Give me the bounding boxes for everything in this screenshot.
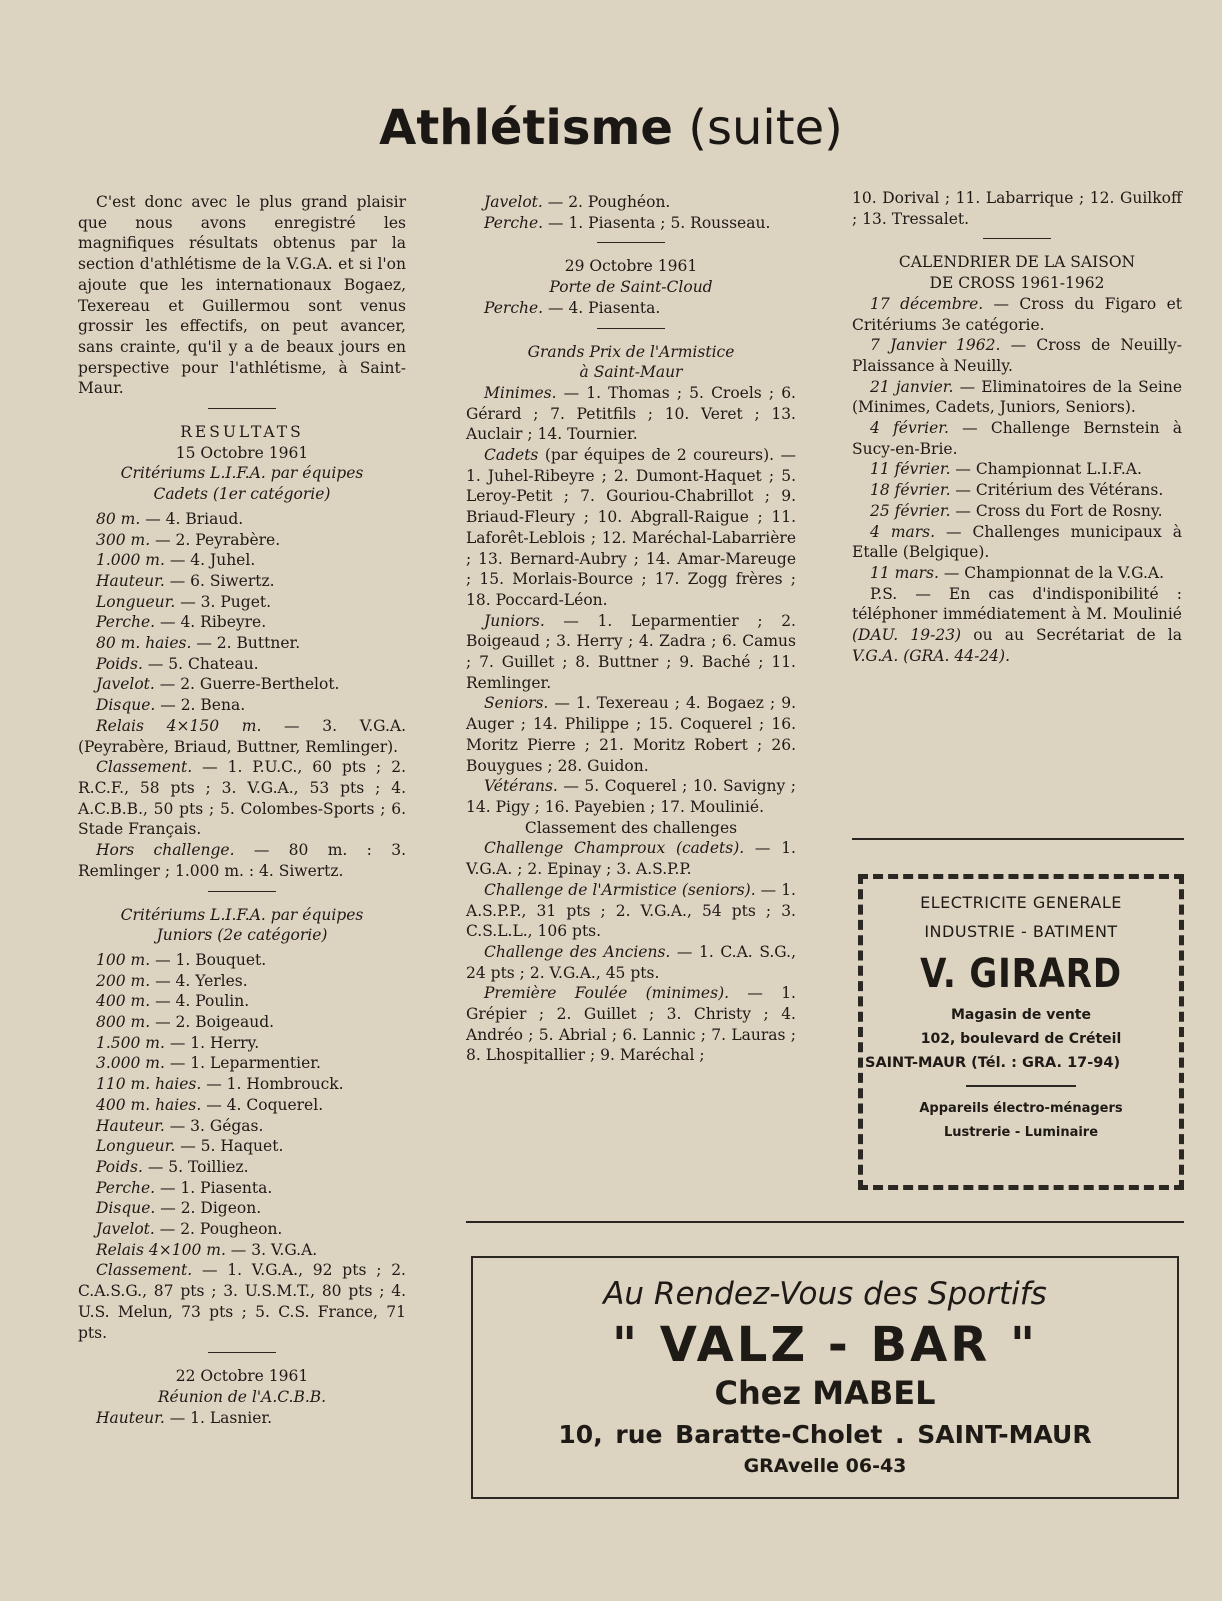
advert-valz-name: " VALZ - BAR " (612, 1317, 1038, 1373)
calendar-heading-2: DE CROSS 1961-1962 (929, 274, 1105, 293)
page-title (0, 100, 1222, 156)
result-line: Hauteur. — 1. Lasnier. (96, 1408, 273, 1427)
advert-valz-bar (471, 1256, 1179, 1499)
criteriums-heading-cadets: Critériums L.I.F.A. par équipes (120, 464, 364, 483)
result-line: Challenge Champroux (cadets). — 1. V.G.A. ; 2. Epinay ; 3. A.S.P.P. (466, 839, 796, 879)
section-divider (983, 238, 1051, 239)
result-line: Première Foulée (minimes). — 1. Grépier ; 2. Guillet ; 3. Christy ; 4. Andréo ; 5. Abrial ; 6. Lannic ; 7. Lauras ; 8. Lhospitallier ; 9. Maréchal ; (466, 984, 796, 1065)
result-line: 400 m. — 4. Poulin. (96, 992, 250, 1011)
advert-girard-address: 102, boulevard de Créteil (920, 1031, 1122, 1047)
result-line: Relais 4×150 m. — 3. V.G.A. (Peyrabère, Briaud, Buttner, Remlinger). (78, 716, 406, 756)
lieu-saint-cloud: Porte de Saint-Cloud (549, 278, 713, 297)
result-line: Challenge des Anciens. — 1. C.A. S.G., 24 pts ; 2. V.G.A., 45 pts. (466, 942, 796, 982)
advert-girard-phone: SAINT-MAUR (Tél. : GRA. 17-94) (865, 1055, 1121, 1071)
intro-paragraph: C'est donc avec le plus grand plaisir que nous avons enregistré les magnifiques résultats obtenus par la section d'athlétisme de la V.G.A. et si l'on ajoute que les internationaux Bogaez, Texereau et Guillermou sont venus grossir les effectifs, on peut avancer, sans crainte, qu'il y a de beaux jours en perspective pour l'athlétisme, à Saint-Maur. (78, 193, 406, 398)
result-line: Classement. — 1. V.G.A., 92 pts ; 2. C.A.S.G., 87 pts ; 3. U.S.M.T., 80 pts ; 4. U.S. Melun, 73 pts ; 5. C.S. France, 71 pts. (78, 1261, 406, 1342)
advert-girard-line7: Lustrerie - Luminaire (943, 1125, 1099, 1140)
advert-girard (858, 874, 1184, 1190)
result-line: 3.000 m. — 1. Leparmentier. (96, 1054, 321, 1073)
cadets-results (78, 509, 406, 882)
calendar-item: 21 janvier. — Eliminatoires de la Seine (Minimes, Cadets, Juniors, Seniors). (852, 377, 1182, 417)
result-line: 80 m. — 4. Briaud. (96, 509, 244, 528)
result-line: Hauteur. — 3. Gégas. (96, 1116, 264, 1135)
advert-girard-line2: INDUSTRIE - BATIMENT (924, 922, 1118, 941)
advert-girard-separator (966, 1085, 1076, 1087)
result-line: Hors challenge. — 80 m. : 3. Remlinger ; 1.000 m. : 4. Siwertz. (78, 841, 406, 880)
result-line: Classement. — 1. P.U.C., 60 pts ; 2. R.C.F., 58 pts ; 3. V.G.A., 53 pts ; 4. A.C.B.B., 50 pts ; 5. Colombes-Sports ; 6. Stade Français. (78, 758, 406, 839)
calendar-heading-1: CALENDRIER DE LA SAISON (898, 253, 1136, 272)
grand-prix-heading: Grands Prix de l'Armistice (527, 342, 735, 361)
date-15-octobre: 15 Octobre 1961 (175, 443, 309, 462)
column-1 (78, 192, 406, 1428)
advert-valz-phone: GRAvelle 06-43 (743, 1455, 907, 1477)
result-line: 300 m. — 2. Peyrabère. (96, 530, 281, 549)
criteriums-heading-juniors: Critériums L.I.F.A. par équipes (120, 905, 364, 924)
result-line: 200 m. — 4. Yerles. (96, 971, 248, 990)
result-line: Juniors. — 1. Leparmentier ; 2. Boigeaud ; 3. Herry ; 4. Zadra ; 6. Camus ; 7. Guillet ; 8. Buttner ; 9. Baché ; 11. Remlinger. (466, 611, 796, 692)
title-main: Athlétisme (379, 100, 673, 156)
juniors-results (78, 950, 406, 1343)
calendar-list (852, 294, 1182, 584)
result-line: Javelot. — 2. Guerre-Berthelot. (96, 675, 340, 694)
calendar-item: 11 février. — Championnat L.I.F.A. (870, 460, 1142, 479)
advert-girard-name: V. GIRARD (920, 951, 1122, 997)
result-line: 80 m. haies. — 2. Buttner. (96, 634, 301, 653)
result-line: Cadets (par équipes de 2 coureurs). — 1. Juhel-Ribeyre ; 2. Dumont-Haquet ; 5. Leroy-Petit ; 7. Gouriou-Chabrillot ; 9. Briaud-Fleury ; 10. Abgrall-Raigue ; 11. Laforêt-Leblois ; 12. Maréchal-Labarrière ; 13. Bernard-Aubry ; 14. Amar-Mareuge ; 15. Morlais-Bource ; 17. Zogg frères ; 18. Poccard-Léon. (466, 446, 796, 609)
column-3-rule (852, 838, 1184, 840)
result-line: Minimes. — 1. Thomas ; 5. Croels ; 6. Gérard ; 7. Petitfils ; 10. Veret ; 13. Auclair ; 14. Tournier. (466, 383, 796, 444)
title-sub: (suite) (688, 100, 843, 156)
result-line: 400 m. haies. — 4. Coquerel. (96, 1095, 324, 1114)
classement-challenges-heading: Classement des challenges (524, 818, 738, 837)
challenges-results (466, 838, 796, 1066)
advert-valz-owner: Chez MABEL (714, 1374, 936, 1412)
advert-girard-line6: Appareils électro-ménagers (919, 1101, 1123, 1116)
calendar-item: 11 mars. — Championnat de la V.G.A. (870, 563, 1165, 582)
section-divider (208, 408, 276, 409)
column-3 (852, 188, 1182, 666)
result-line: Hauteur. — 6. Siwertz. (96, 571, 275, 590)
result-line: Javelot. — 2. Pougheon. (96, 1220, 283, 1239)
resultats-heading: RESULTATS (180, 423, 304, 442)
result-line: Perche. — 4. Piasenta. (484, 298, 661, 317)
result-line: Seniors. — 1. Texereau ; 4. Bogaez ; 9. Auger ; 14. Philippe ; 15. Coquerel ; 16. Moritz Pierre ; 21. Moritz Robert ; 26. Bouygues ; 28. Guidon. (466, 694, 796, 775)
column-2 (466, 192, 796, 1066)
result-line: 1.500 m. — 1. Herry. (96, 1033, 260, 1052)
result-line: Disque. — 2. Digeon. (96, 1199, 262, 1218)
result-line: 800 m. — 2. Boigeaud. (96, 1013, 275, 1032)
result-line: Vétérans. — 5. Coquerel ; 10. Savigny ; 14. Pigy ; 16. Payebien ; 17. Moulinié. (466, 777, 796, 816)
result-line: Perche. — 4. Ribeyre. (96, 613, 267, 632)
result-line: Perche. — 1. Piasenta ; 5. Rousseau. (484, 213, 771, 232)
result-line: Poids. — 5. Toilliez. (96, 1157, 249, 1176)
category-cadets: Cadets (1er catégorie) (153, 485, 331, 504)
grand-prix-lieu: à Saint-Maur (579, 363, 683, 382)
advert-girard-line3: Magasin de vente (951, 1007, 1091, 1023)
reunion-acbb: Réunion de l'A.C.B.B. (157, 1387, 327, 1406)
date-29-octobre: 29 Octobre 1961 (564, 257, 698, 276)
result-line: 100 m. — 1. Bouquet. (96, 950, 267, 969)
section-divider (597, 328, 665, 329)
calendar-item: 4 mars. — Challenges municipaux à Etalle (Belgique). (852, 522, 1182, 562)
category-juniors: Juniors (2e catégorie) (156, 926, 328, 945)
result-line: Perche. — 1. Piasenta. (96, 1178, 273, 1197)
result-line: Longueur. — 5. Haquet. (96, 1137, 284, 1156)
calendar-item: 7 Janvier 1962. — Cross de Neuilly-Plaissance à Neuilly. (852, 336, 1182, 375)
postscript: P.S. — En cas d'indisponibilité : téléphoner immédiatement à M. Moulinié (DAU. 19-23) ou au Secrétariat de la V.G.A. (GRA. 44-24). (852, 584, 1182, 665)
advert-valz-address: 10, rue Baratte-Cholet . SAINT-MAUR (558, 1420, 1092, 1449)
advert-girard-line1: ELECTRICITE GENERALE (920, 893, 1122, 912)
result-line: Poids. — 5. Chateau. (96, 654, 259, 673)
result-line: Javelot. — 2. Poughéon. (484, 193, 671, 211)
result-line: 1.000 m. — 4. Juhel. (96, 551, 256, 570)
date-22-octobre: 22 Octobre 1961 (175, 1367, 309, 1386)
result-line: Longueur. — 3. Puget. (96, 592, 272, 611)
calendar-item: 18 février. — Critérium des Vétérans. (870, 481, 1164, 500)
result-line: Disque. — 2. Bena. (96, 696, 246, 715)
result-line: Challenge de l'Armistice (seniors). — 1. A.S.P.P., 31 pts ; 2. V.G.A., 54 pts ; 3. C.S.L.L., 106 pts. (466, 880, 796, 941)
grand-prix-results (466, 383, 796, 818)
calendar-item: 25 février. — Cross du Fort de Rosny. (870, 501, 1163, 520)
result-line: 110 m. haies. — 1. Hombrouck. (96, 1075, 344, 1094)
result-line: Relais 4×100 m. — 3. V.G.A. (96, 1240, 318, 1259)
advert-rule (466, 1221, 1184, 1223)
advert-valz-tagline: Au Rendez-Vous des Sportifs (603, 1276, 1047, 1312)
calendar-item: 4 février. — Challenge Bernstein à Sucy-en-Brie. (852, 419, 1182, 458)
section-divider (208, 891, 276, 892)
section-divider (597, 242, 665, 243)
calendar-item: 17 décembre. — Cross du Figaro et Critériums 3e catégorie. (852, 294, 1182, 334)
section-divider (208, 1352, 276, 1353)
result-continuation: 10. Dorival ; 11. Labarrique ; 12. Guilkoff ; 13. Tressalet. (852, 189, 1182, 228)
